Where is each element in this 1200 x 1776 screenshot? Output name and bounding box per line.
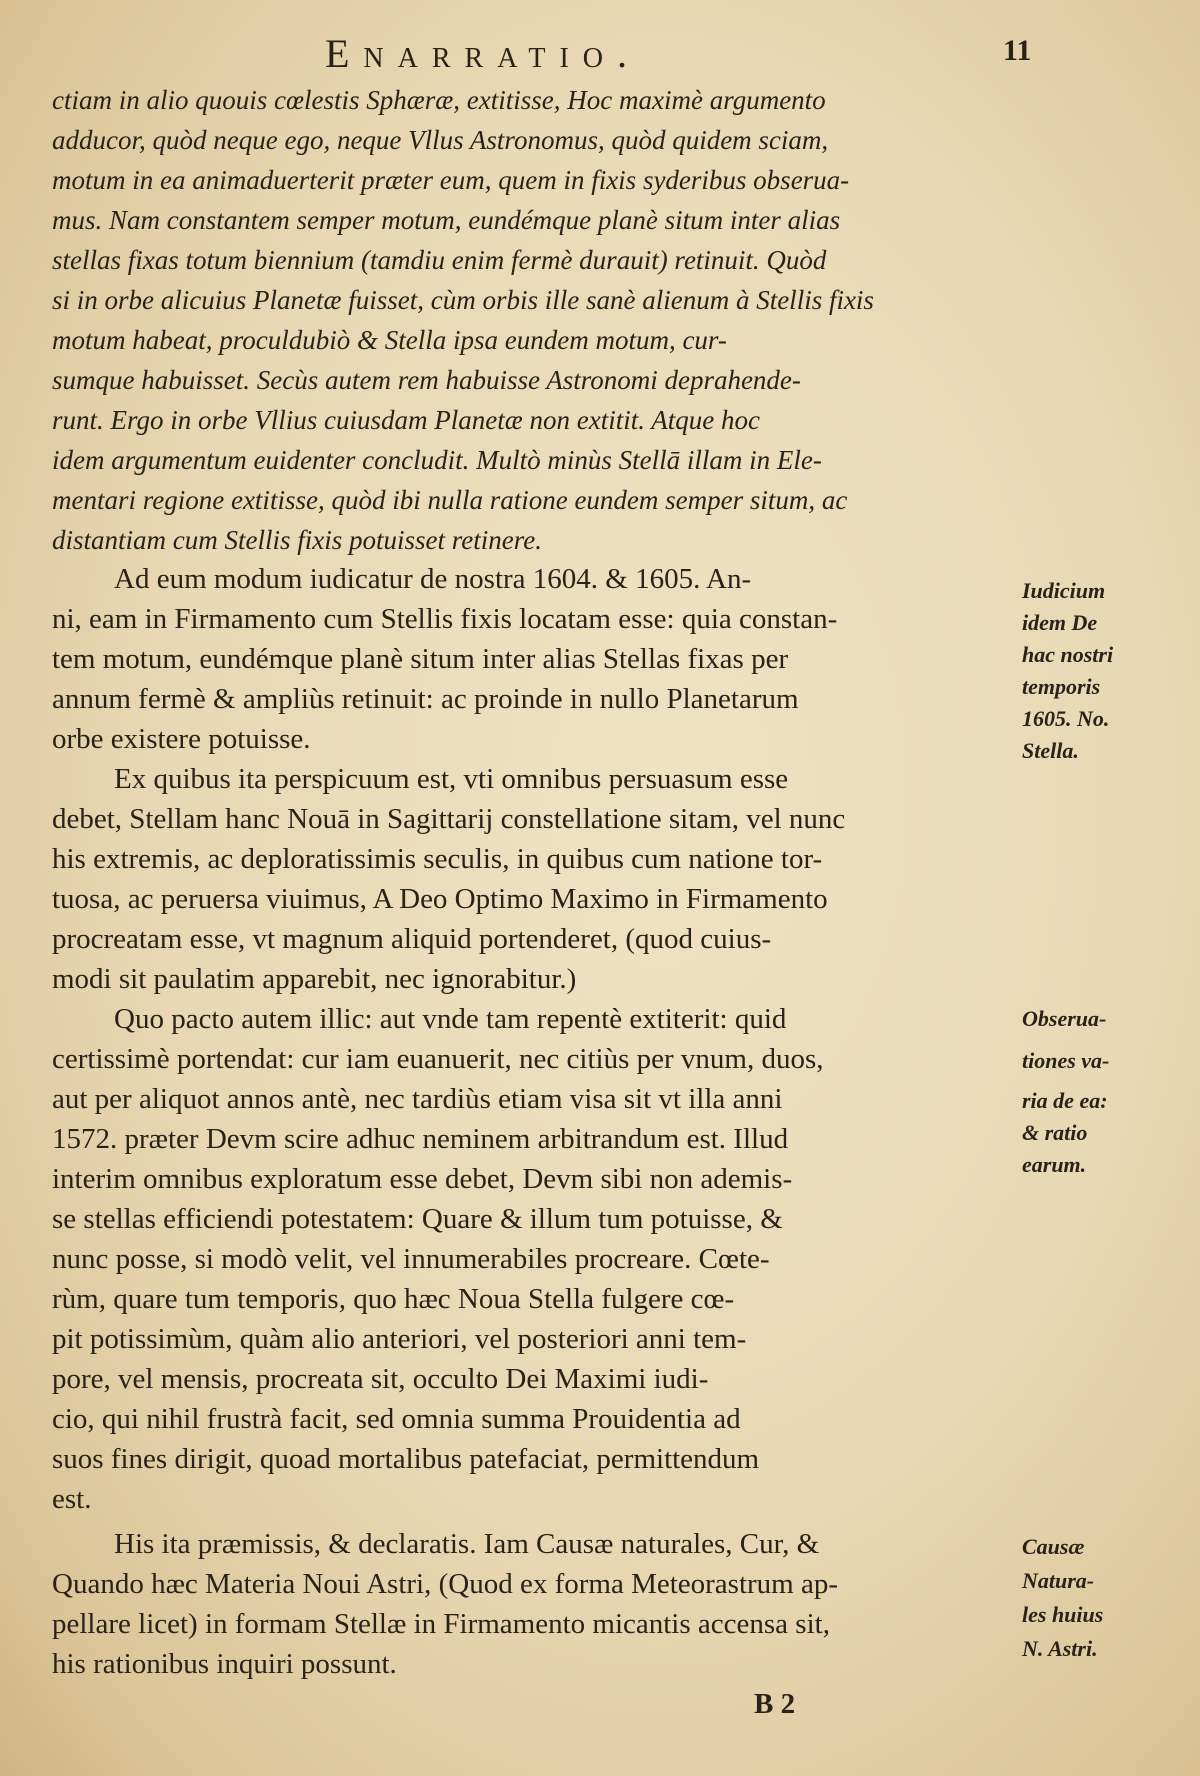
text-line: aut per aliquot annos antè, nec tardiùs etiam visa sit vt illa anni — [52, 1083, 783, 1115]
text-line: Ad eum modum iudicatur de nostra 1604. & 1605. An- — [114, 563, 752, 595]
margin-note: Stella. — [1022, 738, 1079, 763]
text-line: pore, vel mensis, procreata sit, occulto Dei Maximi iudi- — [52, 1363, 709, 1395]
text-line: rùm, quare tum temporis, quo hæc Noua Stella fulgere cœ- — [52, 1283, 735, 1315]
text-line: Quo pacto autem illic: aut vnde tam repentè extiterit: quid — [114, 1003, 787, 1035]
text-line: interim omnibus exploratum esse debet, Devm sibi non ademis- — [52, 1163, 793, 1195]
text-line: 1572. præter Devm scire adhuc neminem arbitrandum est. Illud — [52, 1123, 789, 1155]
text-line: pit potissimùm, quàm alio anteriori, vel posteriori anni tem- — [52, 1323, 747, 1355]
text-line: Quando hæc Materia Noui Astri, (Quod ex forma Meteorastrum ap- — [52, 1568, 839, 1600]
margin-note: N. Astri. — [1022, 1636, 1098, 1661]
running-title: Enarratio. — [325, 31, 641, 76]
text-line: tem motum, eundémque planè situm inter alias Stellas fixas per — [52, 643, 789, 675]
margin-note: ria de ea: — [1022, 1088, 1108, 1113]
margin-note: Natura- — [1022, 1568, 1095, 1593]
text-line: tuosa, ac peruersa viuimus, A Deo Optimo Maximo in Firmamento — [52, 883, 828, 915]
text-line: cio, qui nihil frustrà facit, sed omnia summa Prouidentia ad — [52, 1403, 741, 1435]
text-line: ni, eam in Firmamento cum Stellis fixis locatam esse: quia constan- — [52, 603, 838, 635]
margin-note: Obserua- — [1022, 1006, 1107, 1031]
text-line: ctiam in alio quouis cœlestis Sphæræ, extitisse, Hoc maximè argumento — [52, 85, 826, 115]
text-line: pellare licet) in formam Stellæ in Firmamento micantis accensa sit, — [52, 1608, 830, 1640]
margin-note: Causæ — [1022, 1534, 1085, 1559]
margin-note: 1605. No. — [1022, 706, 1110, 731]
margin-note: les huius — [1022, 1602, 1104, 1627]
margin-note: earum. — [1022, 1152, 1087, 1177]
margin-note: tiones va- — [1022, 1048, 1110, 1073]
text-line: procreatam esse, vt magnum aliquid portenderet, (quod cuius- — [52, 923, 772, 955]
text-line: distantiam cum Stellis fixis potuisset retinere. — [52, 525, 542, 555]
page-number: 11 — [1003, 34, 1032, 67]
text-line: runt. Ergo in orbe Vllius cuiusdam Planetæ non extitit. Atque hoc — [52, 405, 760, 435]
text-line: His ita præmissis, & declaratis. Iam Causæ naturales, Cur, & — [114, 1528, 820, 1560]
text-line: debet, Stellam hanc Nouā in Sagittarij constellatione sitam, vel nunc — [52, 803, 846, 835]
text-line: modi sit paulatim apparebit, nec ignorabitur.) — [52, 963, 577, 995]
margin-note: & ratio — [1022, 1120, 1088, 1145]
text-line: his extremis, ac deploratissimis seculis, in quibus cum natione tor- — [52, 843, 823, 875]
signature-mark: B 2 — [754, 1688, 796, 1720]
text-line: sumque habuisset. Secùs autem rem habuisse Astronomi deprahende- — [52, 365, 801, 395]
text-line: Ex quibus ita perspicuum est, vti omnibus persuasum esse — [114, 763, 789, 795]
margin-note: hac nostri — [1022, 642, 1114, 667]
text-line: annum fermè & ampliùs retinuit: ac proinde in nullo Planetarum — [52, 683, 799, 715]
text-line: mus. Nam constantem semper motum, eundémque planè situm inter alias — [52, 205, 841, 235]
text-line: motum habeat, proculdubiò & Stella ipsa eundem motum, cur- — [52, 325, 727, 355]
text-line: suos fines dirigit, quoad mortalibus patefaciat, permittendum — [52, 1443, 760, 1475]
text-line: his rationibus inquiri possunt. — [52, 1648, 397, 1680]
text-line: idem argumentum euidenter concludit. Multò minùs Stellā illam in Ele- — [52, 445, 822, 475]
text-line: motum in ea animaduerterit præter eum, quem in fixis syderibus obserua- — [52, 165, 850, 195]
margin-note: temporis — [1022, 674, 1101, 699]
text-line: certissimè portendat: cur iam euanuerit, nec citiùs per vnum, duos, — [52, 1043, 824, 1075]
text-line: adducor, quòd neque ego, neque Vllus Astronomus, quòd quidem sciam, — [52, 125, 829, 155]
text-line: orbe existere potuisse. — [52, 723, 311, 755]
text-line: est. — [52, 1483, 92, 1515]
text-line: si in orbe alicuius Planetæ fuisset, cùm orbis ille sanè alienum à Stellis fixis — [52, 285, 874, 315]
margin-note: idem De — [1022, 610, 1098, 635]
running-head — [0, 30, 1200, 80]
text-line: mentari regione extitisse, quòd ibi nulla ratione eundem semper situm, ac — [52, 485, 848, 515]
text-line: stellas fixas totum biennium (tamdiu enim fermè durauit) retinuit. Quòd — [52, 245, 827, 275]
text-line: se stellas efficiendi potestatem: Quare & illum tum potuisse, & — [52, 1203, 783, 1235]
text-line: nunc posse, si modò velit, vel innumerabiles procreare. Cœte- — [52, 1243, 770, 1275]
margin-note: Iudicium — [1022, 578, 1106, 603]
